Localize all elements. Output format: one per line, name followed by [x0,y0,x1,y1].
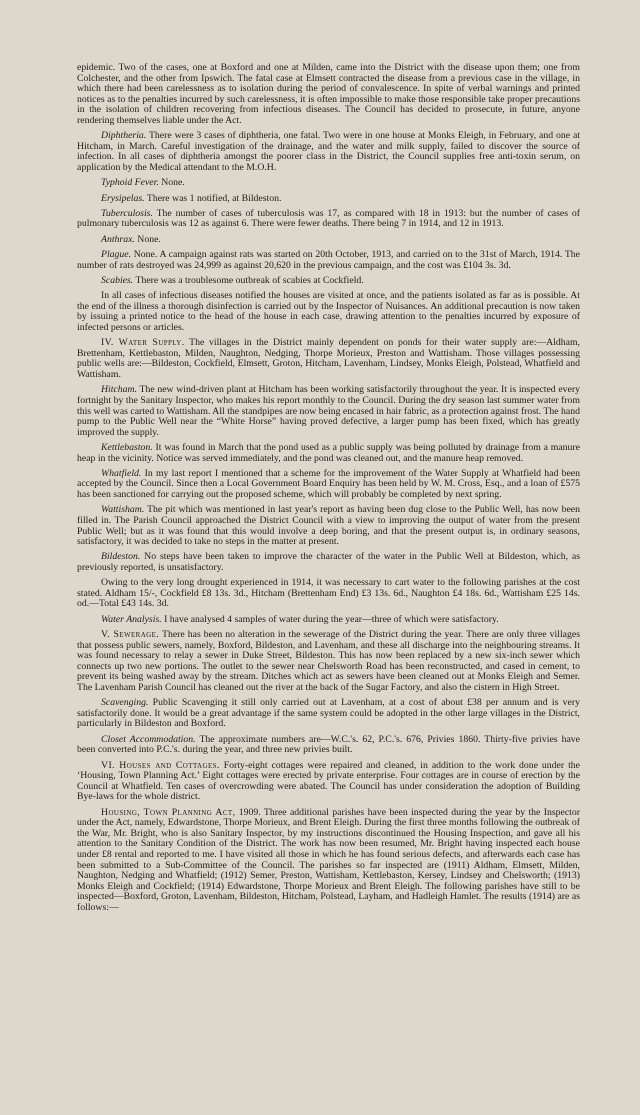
paragraph-heading: Hitcham. [101,384,138,396]
paragraph-heading: Housing, Town Planning Act, [101,806,236,818]
paragraph-heading: Diphtheria. [101,130,147,142]
report-paragraph [77,385,580,438]
paragraph-heading: IV. Water Supply. [101,337,185,349]
paragraph-text: No steps have been taken to improve the character of the water in the Public Well at Bildeston, which, as previously reported, is unsatisfactory. [77,551,581,573]
report-paragraph [77,469,580,501]
report-paragraph [77,235,580,246]
paragraph-text: epidemic. Two of the cases, one at Boxford and one at Milden, came into the District with the disease upon them; one from Colchester, and the other from Ipswich. The fatal case at Elmsett contracted the disease from a previous case in the village, in which there had been carelessness as to isolation during the period of convalescence. In spite of verbal warnings and printed notices as to the penalties incurred by such carelessness, it is often impossible to make those responsible take proper precautions in the isolation of children recovering from infectious diseases. The Council has decided to prosecute, in future, anyone rendering themselves liable under the Act. [77,62,580,126]
paragraph-heading: Water Analysis. [101,613,162,625]
paragraph-text: There has been no alteration in the sewerage of the District during the year. There are only three villages that possess public sewers, namely, Boxford, Bildeston, and Lavenham, and these all discharge into the neighbouring streams. It was found necessary to relay a sewer in Duke Street, Bildeston. This has now been replaced by a new six-inch sewer which connects up two new portions. The outlet to the sewer near Chelsworth Road has been reconstructed, and cased in cement, to prevent its being washed away by the stream. Ditches which act as sewers have been cleaned out at Monks Eleigh and Semer. The Lavenham Parish Council has cleaned out the river at the back of the Sugar Factory, and also the cistern in High Street. [77,629,580,693]
report-paragraph [77,291,580,333]
report-paragraph [77,761,580,803]
paragraph-text: I have analysed 4 samples of water during the year—three of which were satisfactory. [164,613,499,625]
report-paragraph [77,276,580,287]
report-paragraph [77,808,580,914]
report-paragraph [77,443,580,464]
paragraph-heading: Plague. [101,249,132,261]
paragraph-heading: V. Sewerage. [101,629,160,640]
report-body-text [77,63,580,914]
paragraph-text: The villages in the District mainly dependent on ponds for their water supply are:—Aldham, Brettenham, Kettlebaston, Milden, Naughton, Nedging, Thorpe Morieux, Preston and Wattisham. Those villages possessing public wells are:—Bildeston, Cockfield, Elmsett, Groton, Hitcham, Lavenham, Lindsey, Monks Eleigh, Polstead, Whatfield and Wattisham. [77,337,580,381]
paragraph-text: There was a troublesome outbreak of scabies at Cockfield. [135,274,364,286]
paragraph-heading: VI. Houses and Cottages. [101,759,220,771]
paragraph-text: It was found in March that the pond used as a public supply was being polluted by drainage from a manure heap in the vicinity. Notice was served immediately, and the pond was cleaned out, and the manure heap removed. [77,441,580,464]
report-paragraph [77,505,580,547]
paragraph-text: The approximate numbers are—W.C.'s. 62, P.C.'s. 676, Privies 1860. Thirty-five privies have been converted into P.C.'s. during the year, and three new privies built. [77,733,581,756]
report-paragraph [77,63,580,127]
paragraph-heading: Closet Accommodation. [101,733,196,745]
report-paragraph [77,630,580,694]
report-paragraph [77,194,580,205]
paragraph-text: The new wind-driven plant at Hitcham has been working satisfactorily throughout the year. It is inspected every fortnight by the Sanitary Inspector, who makes his report monthly to the Council. During the dry season last summer water from this well was carted to Wattisham. All the standpipes are now being encased in hair fabric, as a protection against frost. The hand pump to the Public Well near the “White Horse” having proved defective, a larger pump has been fixed, which has greatly improved the supply. [77,384,580,438]
paragraph-heading: Erysipelas. [101,192,145,204]
paragraph-text: Forty-eight cottages were repaired and cleaned, in addition to the work done under the ‘Housing, Town Planning Act.’ Eight cottages were erected by private enterprise. Four cottages are in course of erection by the Council at Whatfield. Ten cases of overcrowding were abated. The Council has under consideration the adoption of Building Bye-laws for the whole district. [77,759,580,803]
paragraph-heading: Anthrax. [101,233,135,245]
report-paragraph [77,735,580,756]
report-paragraph [77,578,580,610]
report-paragraph [77,178,580,189]
paragraph-text: The pit which was mentioned in last year's report as having been dug close to the Public Well, has now been filled in. The Parish Council approached the District Council with a view to improving the output of water from the present Public Well; but as it was found that this would involve a deep boring, and that the present output is, in ordinary seasons, satisfactory, it was decided to take no steps in the matter at present. [77,504,581,548]
paragraph-heading: Typhoid Fever. [101,177,159,189]
paragraph-text: There was 1 notified, at Bildeston. [146,192,282,204]
report-paragraph [77,250,580,271]
report-paragraph [77,552,580,573]
paragraph-text: Public Scavenging it still only carried out at Lavenham, at a cost of about £38 per annum and is very satisfactorily done. It would be a great advantage if the same system could be adopted in the other large villages in the District, particularly in Bildeston and Boxford. [77,697,580,730]
paragraph-heading: Kettlebaston. [101,441,153,453]
paragraph-heading: Scavenging. [101,697,149,709]
report-paragraph [77,615,580,626]
paragraph-heading: Wattisham. [101,504,145,516]
paragraph-heading: Tuberculosis. [101,207,153,219]
report-paragraph [77,698,580,730]
paragraph-text: There were 3 cases of diphtheria, one fatal. Two were in one house at Monks Eleigh, in February, and one at Hitcham, in March. Careful investigation of the drainage, and the water and milk supply, failed to discover the source of infection. In all cases of diphtheria amongst the poorer class in the District, the Council supplies free anti-toxin serum, on application by the Medical attendant to the M.O.H. [77,130,580,174]
report-paragraph [77,338,580,380]
paragraph-text: None. A campaign against rats was started on 20th October, 1913, and carried on to the 31st of March, 1914. The number of rats destroyed was 24,999 as against 20,620 in the previous campaign, and the cost was £104 3s. 3d. [77,249,580,271]
paragraph-text: The number of cases of tuberculosis was 17, as compared with 18 in 1913: but the number of cases of pulmonary tuberculosis was 12 as against 6. There were fewer deaths. There being 7 in 1914, and 12 in 1913. [77,207,580,230]
paragraph-text: 1909. Three additional parishes have been inspected during the year by the Inspector under the Act, namely, Edwardstone, Thorpe Morieux, and Brent Eleigh. During the first three months following the outbreak of the War, Mr. Bright, who is also Sanitary Inspector, by my instructions discontinued the Housing Inspection, and gave all his attention to the Sanitary Condition of the District. The work has now been resumed, Mr. Bright having inspected each house under £8 rental and reported to me. I have visited all those in which he has found serious defects, and afterwards each case has been submitted to a Sub-Committee of the Council. The parishes so far inspected are (1911) Aldham, Elmsett, Milden, Naughton, Nedging and Whatfield; (1912) Semer, Preston, Wattisham, Kettlebaston, Kersey, Lindsey and Chelsworth; (1913) Monks Eleigh and Cockfield; (1914) Edwardstone, Thorpe Morieux and Brent Eleigh. The following parishes have still to be inspected—Boxford, Groton, Lavenham, Bildeston, Hitcham, Polstead, Layham, and Hadleigh Hamlet. The results (1914) are as follows:— [77,806,580,913]
paragraph-heading: Whatfield. [101,467,142,479]
report-paragraph [77,209,580,230]
paragraph-text: None. [161,177,185,189]
paragraph-heading: Scabies. [101,274,134,286]
paragraph-text: In all cases of infectious diseases notified the houses are visited at once, and the patients isolated as far as is possible. At the end of the illness a thorough disinfection is carried out by the Inspector of Nuisances. An additional precaution is now taken by issuing a printed notice to the head of the house in each case, drawing attention to the penalties incurred by exposure of infected persons or articles. [77,290,580,333]
paragraph-text: Owing to the very long drought experienced in 1914, it was necessary to cart water to the following parishes at the cost stated. Aldham 15/-, Cockfield £8 13s. 3d., Hitcham (Brettenham End) £3 13s. 6d., Naughton £4 18s. 6d., Wattisham £25 14s. od.—Total £43 14s. 3d. [77,577,580,610]
paragraph-text: In my last report I mentioned that a scheme for the improvement of the Water Supply at Whatfield had been accepted by the Council. Since then a Local Government Board Enquiry has been held by W. M. Cross, Esq., and a loan of £575 has been sanctioned for carrying out the proposed scheme, which will probably be completed by next spring. [77,467,580,501]
paragraph-text: None. [137,233,161,245]
report-paragraph [77,131,580,173]
paragraph-heading: Bildeston. [101,551,141,563]
